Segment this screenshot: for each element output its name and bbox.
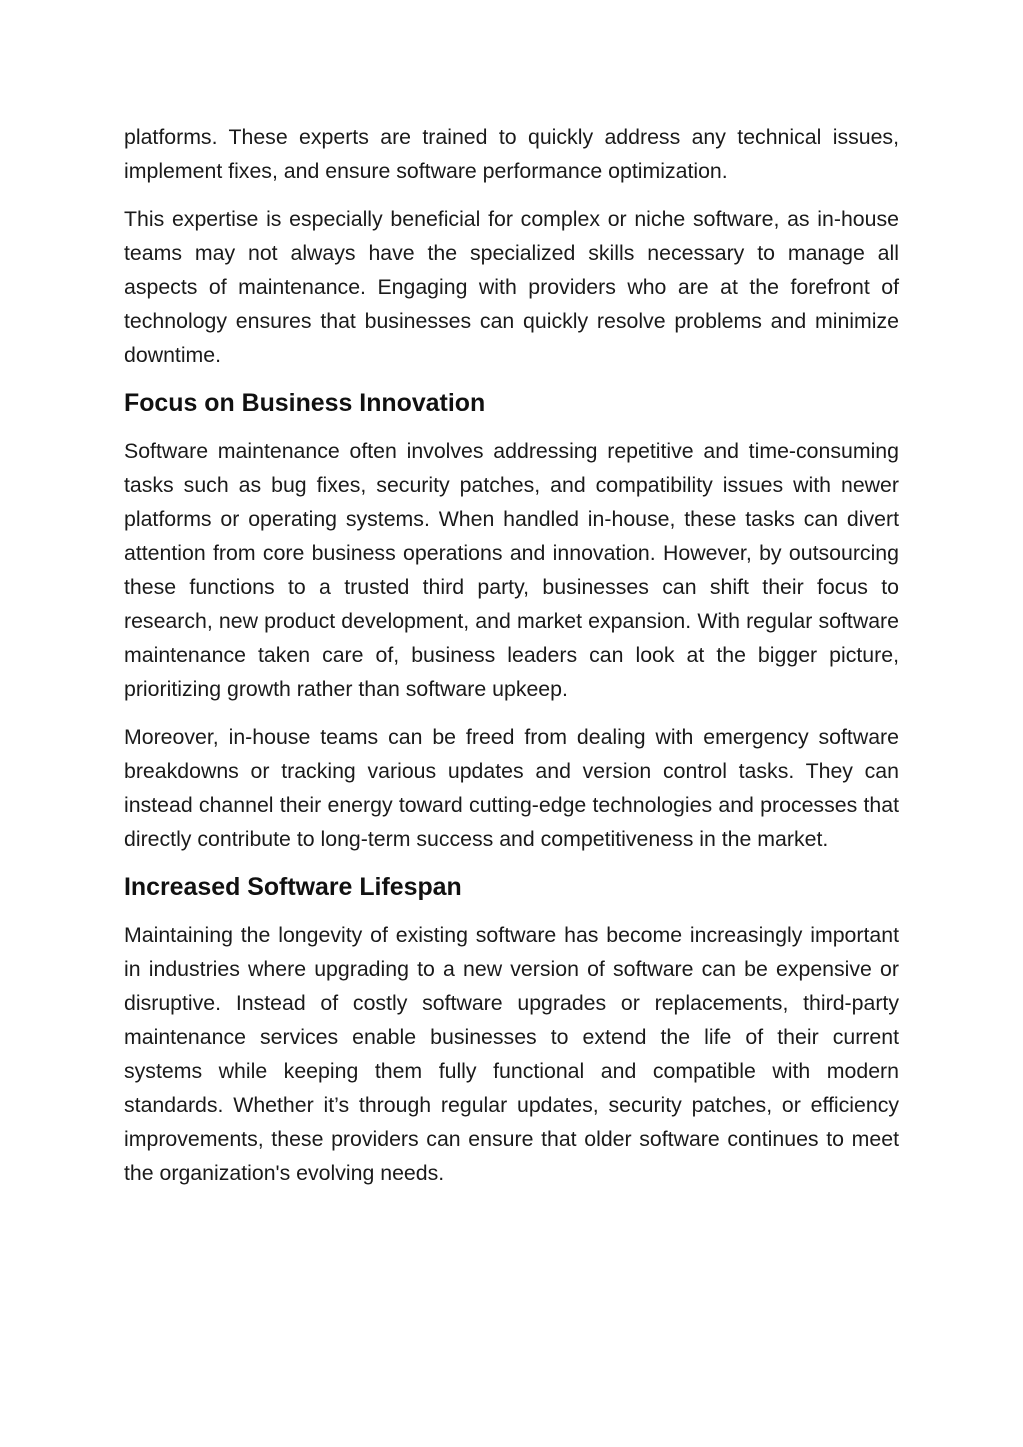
paragraph-longevity: Maintaining the longevity of existing software has become increasingly important in industries where upgrading to a new version of software can be expensive or disruptive. Instead of costly software upgrades or replacements, third-party maintenance services enable businesses to extend the life of their current systems while keeping them fully functional and compatible with modern standards. Whether it’s through regular updates, security patches, or efficiency improvements, these providers can ensure that older software continues to meet the organization's evolving needs. <box>124 923 899 1185</box>
paragraph-inhouse-teams: Moreover, in-house teams can be freed from dealing with emergency software breakdowns or tracking various updates and version control tasks. They can instead channel their energy toward cutting-edge technologies and processes that directly contribute to long-term success and competitiveness in the market. <box>124 725 899 851</box>
paragraph-maintenance-tasks: Software maintenance often involves addressing repetitive and time-consuming tasks such as bug fixes, security patches, and compatibility issues with newer platforms or operating systems. When handled in-house, these tasks can divert attention from core business operations and innovation. However, by outsourcing these functions to a trusted third party, businesses can shift their focus to research, new product development, and market expansion. With regular software maintenance taken care of, business leaders can look at the bigger picture, prioritizing growth rather than software upkeep. <box>124 439 899 701</box>
section-heading-software-lifespan: Increased Software Lifespan <box>124 873 462 901</box>
document-page <box>124 120 899 1204</box>
section-heading-business-innovation: Focus on Business Innovation <box>124 389 486 417</box>
paragraph-continuation: platforms. These experts are trained to quickly address any technical issues, implement fixes, and ensure software performance optimization. <box>124 125 899 183</box>
paragraph-expertise: This expertise is especially beneficial for complex or niche software, as in-house teams may not always have the specialized skills necessary to manage all aspects of maintenance. Engaging with providers who are at the forefront of technology ensures that businesses can quickly resolve problems and minimize downtime. <box>124 207 899 367</box>
